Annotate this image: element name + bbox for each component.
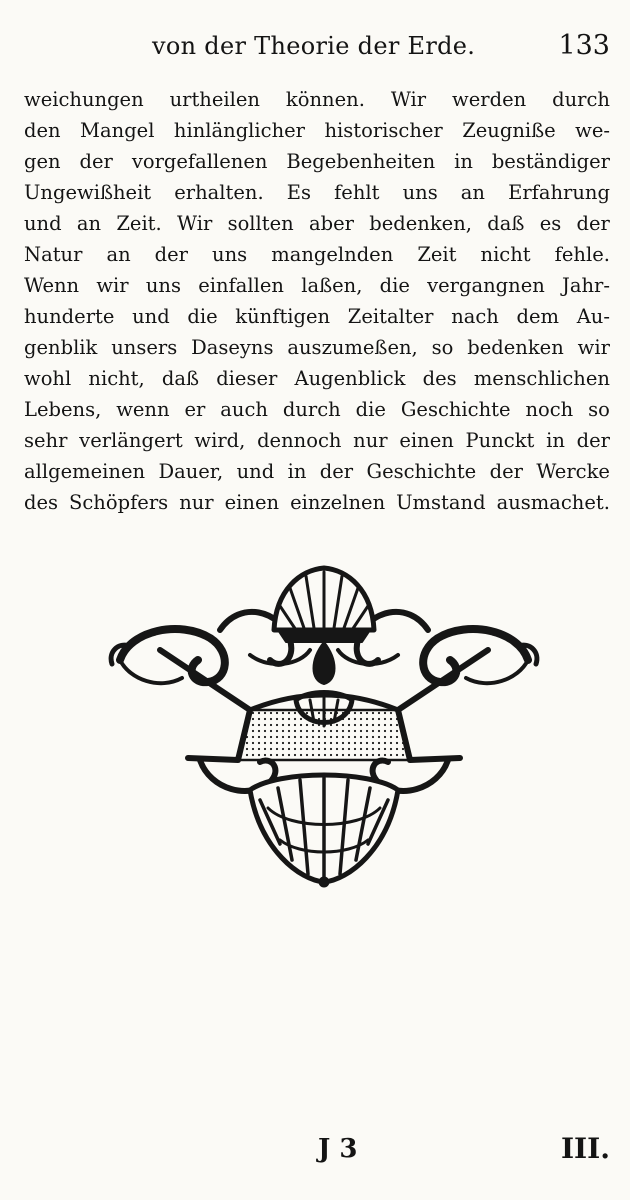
signature-mark: J 3 [318,1134,358,1164]
text-line: hunderte und die künftigen Zeitalter nach dem Au- [24,305,610,328]
text-line: weichungen urtheilen können. Wir werden durch [24,88,610,111]
text-line: den Mangel hinlänglicher historischer Zeugniße we- [24,119,610,142]
body-text [24,88,610,522]
page-header [24,28,610,68]
text-line: genblik unsers Daseyns auszumeßen, so bedenken wir [24,336,610,359]
page-number: 133 [558,30,610,61]
text-line: Lebens, wenn er auch durch die Geschichte noch so [24,398,610,421]
text-line: Natur an der uns mangelnden Zeit nicht fehle. [24,243,610,266]
text-line: sehr verlängert wird, dennoch nur einen Punckt in der [24,429,610,452]
catchword: III. [560,1132,610,1165]
text-line: und an Zeit. Wir sollten aber bedenken, daß es der [24,212,610,235]
baroque-shell-ornament-icon [100,560,548,890]
text-line: wohl nicht, daß dieser Augenblick des menschlichen [24,367,610,390]
text-line: des Schöpfers nur einen einzelnen Umstand ausmachet. [24,491,610,514]
text-line: Wenn wir uns einfallen laßen, die vergangnen Jahr- [24,274,610,297]
text-line: allgemeinen Dauer, und in der Geschichte der Wercke [24,460,610,483]
page-footer [24,1128,610,1168]
text-line: gen der vorgefallenen Begebenheiten in beständiger [24,150,610,173]
running-title: von der Theorie der Erde. [152,32,476,60]
text-line: Ungewißheit erhalten. Es fehlt uns an Erfahrung [24,181,610,204]
